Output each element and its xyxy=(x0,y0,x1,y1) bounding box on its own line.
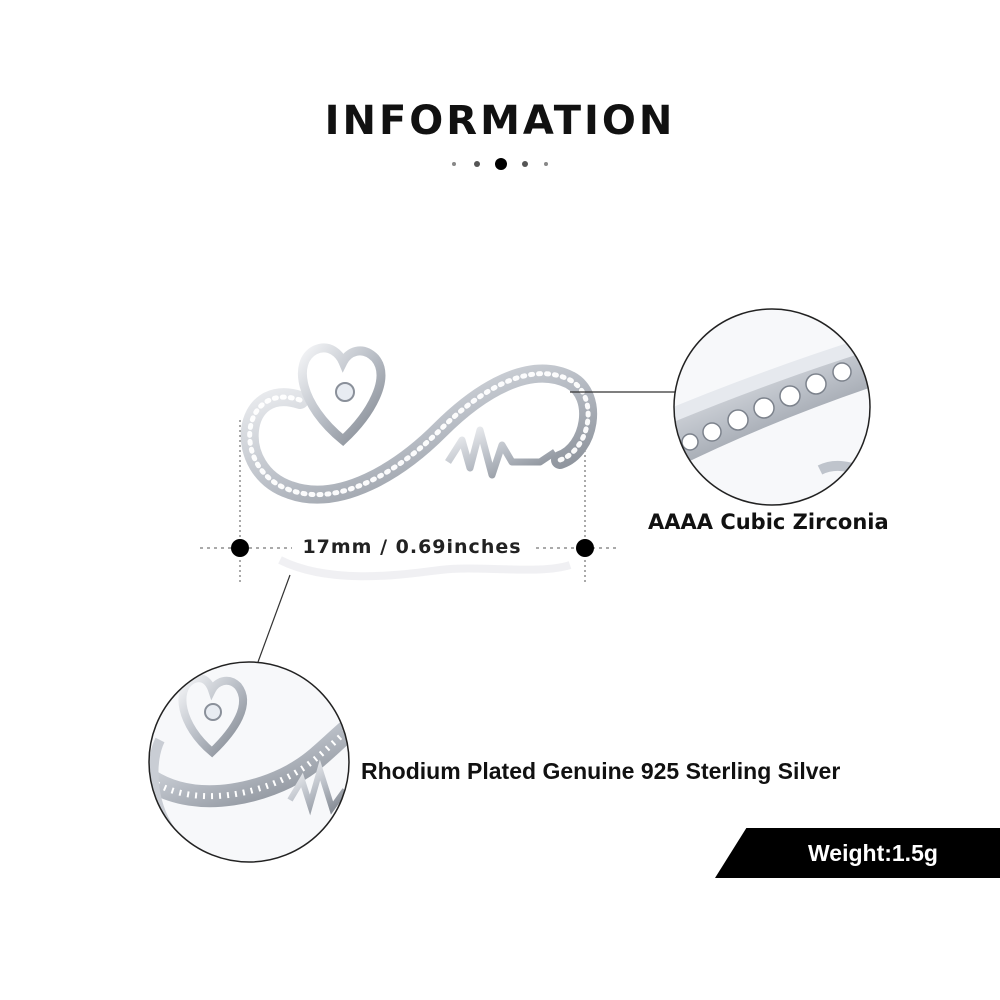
feature-material-label: Rhodium Plated Genuine 925 Sterling Silver xyxy=(361,758,841,784)
connector-line-silver xyxy=(258,575,290,662)
detail-circle-zirconia xyxy=(660,309,880,505)
dimension-guides xyxy=(200,420,620,584)
detail-circle-silver xyxy=(149,662,360,862)
weight-label: Weight:1.5g xyxy=(808,840,938,866)
dimension-label: 17mm / 0.69inches xyxy=(292,536,532,558)
dimension-endpoint-left xyxy=(231,539,249,557)
page-title: INFORMATION xyxy=(324,98,676,144)
dimension-endpoint-right xyxy=(576,539,594,557)
feature-stones-label: AAAA Cubic Zirconia xyxy=(648,510,889,534)
